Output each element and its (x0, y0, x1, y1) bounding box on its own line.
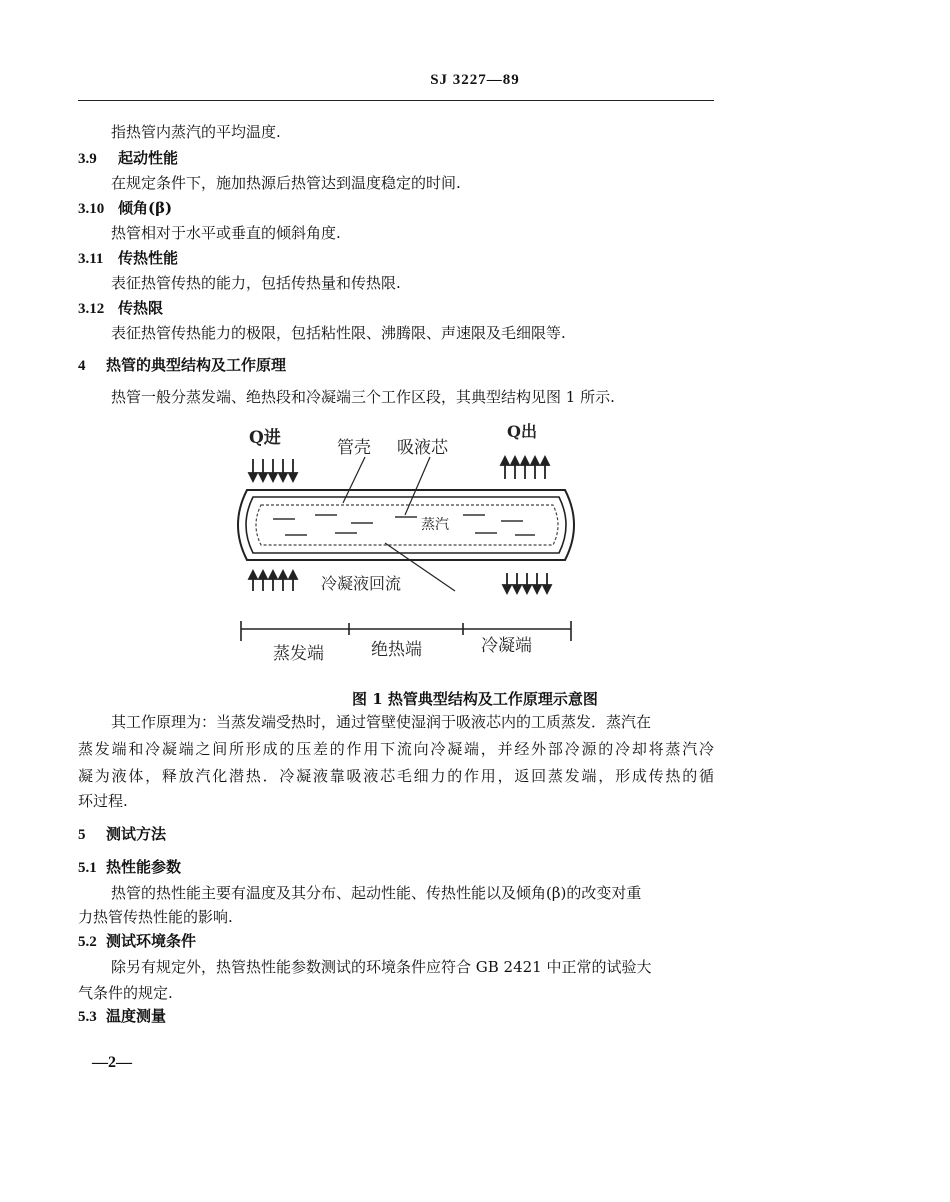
section-4 (78, 355, 286, 376)
evaporator-label: 蒸发端 (273, 644, 324, 664)
text-line: 表征热管传热能力的极限，包括粘性限、沸腾限、声速限及毛细限等. (111, 324, 566, 342)
section-number: 5.2 (78, 934, 97, 950)
section-title: 热性能参数 (106, 858, 182, 876)
section-number: 3.10 (78, 201, 105, 217)
wick-label: 吸液芯 (397, 438, 448, 458)
condenser-label: 冷凝端 (481, 636, 532, 656)
shell-label: 管壳 (337, 438, 371, 458)
vapor-label: 蒸汽 (421, 517, 449, 533)
text-line: 指热管内蒸汽的平均温度. (111, 123, 281, 141)
standard-code-header: SJ 3227—89 (430, 72, 520, 88)
section-title: 测试环境条件 (106, 932, 197, 950)
text-line: 热管相对于水平或垂直的倾斜角度. (111, 224, 341, 242)
text-line: 其工作原理为：当蒸发端受热时，通过管壁使湿润于吸液芯内的工质蒸发．蒸汽在 (111, 713, 652, 731)
vapor-flow-arrows (273, 515, 535, 535)
header-rule (78, 100, 714, 101)
section-5-2 (78, 931, 196, 952)
section-title: 测试方法 (106, 825, 167, 843)
section-3-10 (78, 198, 172, 219)
heat-in-label: Q进 (249, 428, 281, 448)
text-line: 力热管传热性能的影响. (78, 908, 233, 926)
section-title: 热管的典型结构及工作原理 (106, 356, 287, 374)
text-line: 凝为液体，释放汽化潜热．冷凝液靠吸液芯毛细力的作用，返回蒸发端，形成传热的循 (78, 767, 714, 785)
section-title: 倾角(β) (118, 199, 173, 217)
pipe-shell-outer (238, 490, 574, 560)
section-title: 传热性能 (118, 249, 179, 267)
section-title: 传热限 (118, 299, 164, 317)
text-line: 环过程. (78, 792, 128, 810)
wick-leader (405, 457, 430, 515)
text-line: 在规定条件下，施加热源后热管达到温度稳定的时间. (111, 174, 461, 192)
section-number: 3.9 (78, 151, 97, 167)
text-line: 表征热管传热的能力，包括传热量和传热限. (111, 274, 401, 292)
section-5-1 (78, 857, 181, 878)
bottom-heat-in-arrows (249, 571, 297, 591)
condensate-return-label: 冷凝液回流 (321, 574, 402, 593)
section-3-12 (78, 298, 163, 319)
section-number: 3.11 (78, 251, 104, 267)
section-3-11 (78, 248, 178, 269)
text-line: 气条件的规定. (78, 984, 173, 1002)
shell-leader (343, 457, 365, 503)
adiabatic-label: 绝热端 (371, 640, 422, 660)
text-line: 除另有规定外，热管热性能参数测试的环境条件应符合 GB 2421 中正常的试验大 (111, 958, 652, 976)
text-line: 热管一般分蒸发端、绝热段和冷凝端三个工作区段，其典型结构见图 1 所示. (111, 388, 615, 406)
section-number: 5.3 (78, 1009, 97, 1025)
section-number: 4 (78, 358, 86, 374)
page-number: —2— (92, 1054, 132, 1071)
section-number: 5 (78, 827, 86, 843)
section-3-9 (78, 148, 178, 169)
section-5-3 (78, 1006, 166, 1027)
section-number: 3.12 (78, 301, 105, 317)
text-line: 蒸发端和冷凝端之间所形成的压差的作用下流向冷凝端，并经外部冷源的冷却将蒸汽冷 (78, 740, 714, 758)
bottom-heat-out-arrows (503, 573, 551, 593)
section-title: 起动性能 (118, 149, 179, 167)
section-number: 5.1 (78, 860, 97, 876)
text-line: 热管的热性能主要有温度及其分布、起动性能、传热性能以及倾角(β)的改变对重 (111, 884, 642, 902)
section-5 (78, 824, 166, 845)
heat-pipe-figure (225, 415, 595, 675)
heat-out-arrows (501, 457, 549, 479)
figure-caption: 图 1 热管典型结构及工作原理示意图 (352, 690, 598, 708)
heat-out-label: Q出 (507, 422, 537, 441)
section-title: 温度测量 (106, 1007, 167, 1025)
heat-in-arrows (249, 459, 297, 481)
